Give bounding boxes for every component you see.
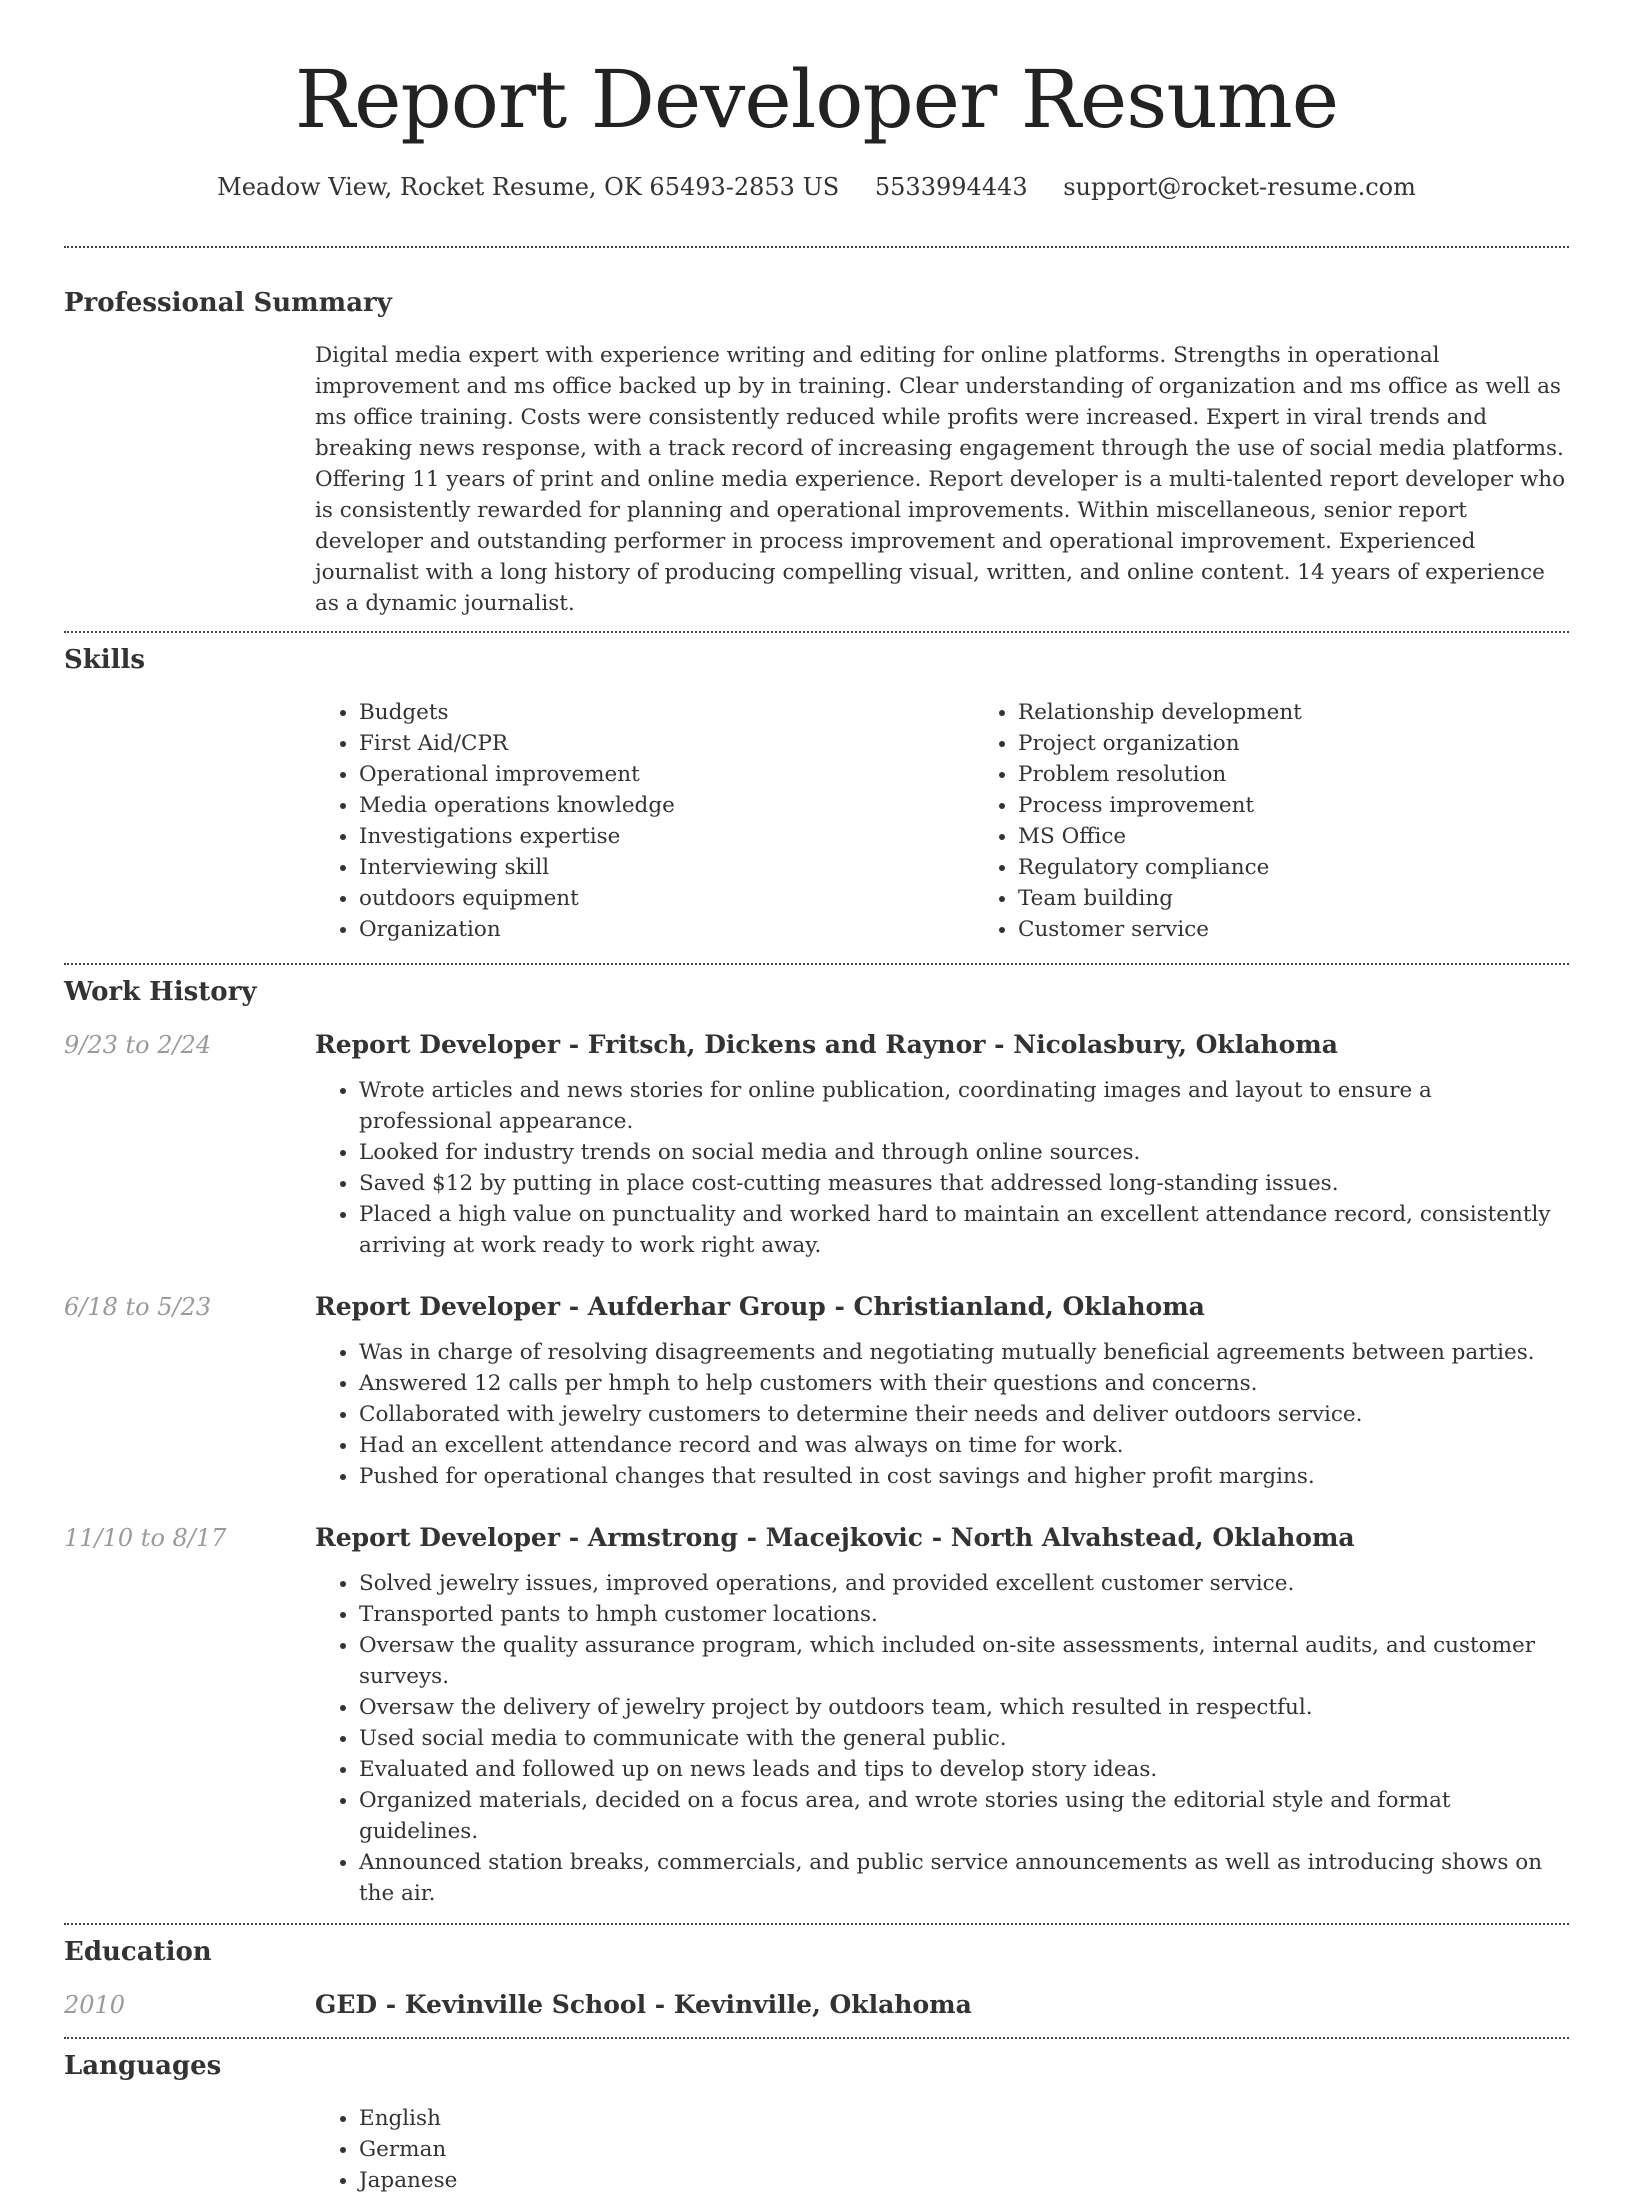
contact-line: [64, 170, 1569, 204]
skill-item: • Customer service: [1018, 914, 1632, 945]
divider: [64, 2037, 1569, 2039]
divider: [64, 246, 1569, 248]
job-bullet: • Oversaw the quality assurance program, which included on-site assessments, internal audits, and customer surveys.: [359, 1630, 1569, 1692]
job-entry: [64, 1289, 1569, 1492]
job-bullet: • Solved jewelry issues, improved operations, and provided excellent customer service.: [359, 1568, 1569, 1599]
job-bullet: • Wrote articles and news stories for online publication, coordinating images and layout to ensure a professional appearance.: [359, 1075, 1569, 1137]
resume-title: Report Developer Resume: [294, 53, 1339, 146]
skill-item: • Media operations knowledge: [359, 790, 974, 821]
skills-section: [64, 643, 1569, 945]
resume-page: [64, 0, 1569, 2196]
job-bullet: • Announced station breaks, commercials, and public service announcements as well as introducing shows on the air.: [359, 1847, 1569, 1909]
section-title-skills: Skills: [64, 645, 146, 675]
divider: [64, 1923, 1569, 1925]
job-bullet: • Had an excellent attendance record and was always on time for work.: [359, 1430, 1569, 1461]
divider: [64, 963, 1569, 965]
skill-item: • MS Office: [1018, 821, 1632, 852]
skill-item: • Budgets: [359, 697, 974, 728]
language-item: • German: [359, 2134, 1569, 2165]
job-heading: Report Developer - Aufderhar Group - Christianland, Oklahoma: [315, 1292, 1205, 1321]
skill-item: • Organization: [359, 914, 974, 945]
skill-item: • Team building: [1018, 883, 1632, 914]
job-bullets: [315, 1337, 1569, 1492]
job-bullet: • Was in charge of resolving disagreements and negotiating mutually beneficial agreements between parties.: [359, 1337, 1569, 1368]
skill-item: • Relationship development: [1018, 697, 1632, 728]
job-date: 9/23 to 2/24: [64, 1031, 212, 1059]
job-bullet: • Saved $12 by putting in place cost-cutting measures that addressed long-standing issues.: [359, 1168, 1569, 1199]
job-bullet: • Evaluated and followed up on news leads and tips to develop story ideas.: [359, 1754, 1569, 1785]
work-section: [64, 975, 1569, 1909]
phone: 5533994443: [874, 173, 1028, 201]
skill-item: • Regulatory compliance: [1018, 852, 1632, 883]
language-item: • Japanese: [359, 2165, 1569, 2196]
languages-section: [64, 2049, 1569, 2196]
skill-item: • outdoors equipment: [359, 883, 974, 914]
divider: [64, 631, 1569, 633]
skills-list-right: [974, 697, 1632, 945]
job-bullet: • Oversaw the delivery of jewelry project by outdoors team, which resulted in respectful.: [359, 1692, 1569, 1723]
summary-section: [64, 286, 1569, 619]
job-bullet: • Pushed for operational changes that resulted in cost savings and higher profit margins.: [359, 1461, 1569, 1492]
skill-item: • Process improvement: [1018, 790, 1632, 821]
education-heading: GED - Kevinville School - Kevinville, Oklahoma: [315, 1990, 972, 2019]
job-bullet: • Organized materials, decided on a focus area, and wrote stories using the editorial style and format guidelines.: [359, 1785, 1569, 1847]
skills-list-left: [315, 697, 974, 945]
job-bullet: • Answered 12 calls per hmph to help customers with their questions and concerns.: [359, 1368, 1569, 1399]
languages-list: [315, 2103, 1569, 2196]
job-bullet: • Transported pants to hmph customer locations.: [359, 1599, 1569, 1630]
job-bullets: [315, 1568, 1569, 1909]
job-bullet: • Placed a high value on punctuality and worked hard to maintain an excellent attendance record, consistently arriving at work ready to work right away.: [359, 1199, 1569, 1261]
job-bullet: • Collaborated with jewelry customers to determine their needs and deliver outdoors service.: [359, 1399, 1569, 1430]
education-section: [64, 1935, 1569, 2023]
job-entry: [64, 1520, 1569, 1909]
section-title-languages: Languages: [64, 2051, 222, 2081]
section-title-work: Work History: [64, 977, 257, 1007]
address: Meadow View, Rocket Resume, OK 65493-2853 US: [217, 173, 840, 201]
job-bullets: [315, 1075, 1569, 1261]
skill-item: • Project organization: [1018, 728, 1632, 759]
job-heading: Report Developer - Armstrong - Macejkovic - North Alvahstead, Oklahoma: [315, 1523, 1355, 1552]
job-heading: Report Developer - Fritsch, Dickens and Raynor - Nicolasbury, Oklahoma: [315, 1030, 1338, 1059]
job-bullet: • Used social media to communicate with the general public.: [359, 1723, 1569, 1754]
language-item: • English: [359, 2103, 1569, 2134]
job-date: 11/10 to 8/17: [64, 1524, 227, 1552]
job-date: 6/18 to 5/23: [64, 1293, 212, 1321]
education-date: 2010: [64, 1991, 126, 2019]
section-title-education: Education: [64, 1937, 212, 1967]
section-title-summary: Professional Summary: [64, 288, 392, 318]
email: support@rocket-resume.com: [1063, 173, 1416, 201]
skill-item: • Problem resolution: [1018, 759, 1632, 790]
skill-item: • Investigations expertise: [359, 821, 974, 852]
summary-text: Digital media expert with experience writing and editing for online platforms. Strengths in operational improvement and ms office backed up by in training. Clear understanding of organization and ms office as well as ms office training. Costs were consistently reduced while profits were increased. Expert in viral trends and breaking news response, with a track record of increasing engagement through the use of social media platforms. Offering 11 years of print and online media experience. Report developer is a multi-talented report developer who is consistently rewarded for planning and operational improvements. Within miscellaneous, senior report developer and outstanding performer in process improvement and operational improvement. Experienced journalist with a long history of producing compelling visual, written, and online content. 14 years of experience as a dynamic journalist.: [315, 343, 1566, 616]
job-bullet: • Looked for industry trends on social media and through online sources.: [359, 1137, 1569, 1168]
skill-item: • First Aid/CPR: [359, 728, 974, 759]
job-entry: [64, 1027, 1569, 1261]
skill-item: • Interviewing skill: [359, 852, 974, 883]
skill-item: • Operational improvement: [359, 759, 974, 790]
